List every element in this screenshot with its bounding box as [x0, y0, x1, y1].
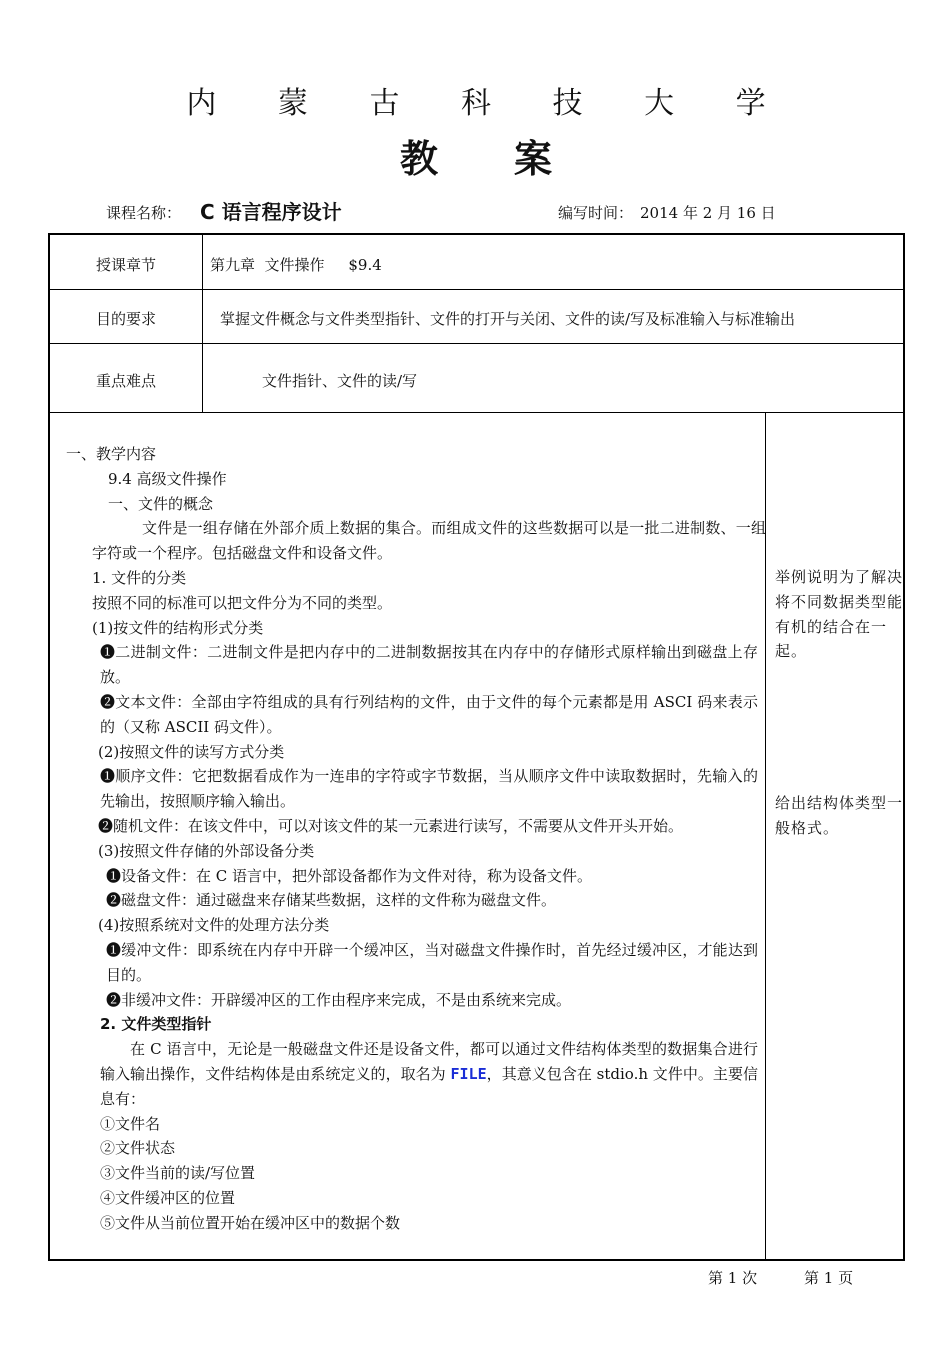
content-heading: 一、教学内容 [66, 445, 157, 463]
list-item: ❶二进制文件：二进制文件是把内存中的二进制数据按其在内存中的存储形式原样输出到磁盘上存放。 [100, 643, 758, 687]
info-item: ④文件缓冲区的位置 [100, 1188, 236, 1207]
list-item: ❶缓冲文件：即系统在内存中开辟一个缓冲区，当对磁盘文件操作时，首先经过缓冲区，才能达到目的。 [106, 940, 758, 984]
session-number: 第 1 次 [708, 1269, 758, 1287]
section-heading: 一、文件的概念 [108, 494, 214, 513]
paragraph-text: ，其意义包含在 stdio.h 文件中。主要信息有： [100, 1064, 758, 1108]
document-title [0, 128, 952, 183]
lesson-plan-table [48, 233, 905, 1261]
info-value-objective: 掌握文件概念与文件类型指针、文件的打开与关闭、文件的读/写及标准输入与标准输出 [220, 310, 796, 328]
write-time-label: 编写时间： [558, 204, 634, 222]
list-item: ❶顺序文件：它把数据看成作为一连串的字符或字节数据，当从顺序文件中读取数据时，先输入的先输出，按照顺序输入输出。 [100, 767, 758, 811]
teaching-content [66, 442, 766, 1236]
subsection-heading: 1. 文件的分类 [92, 568, 187, 587]
category-heading: (1)按文件的结构形式分类 [92, 618, 264, 637]
info-item: ⑤文件从当前位置开始在缓冲区中的数据个数 [100, 1213, 401, 1232]
page-number: 第 1 页 [804, 1269, 854, 1287]
list-item: ❷文本文件：全部由字符组成的具有行列结构的文件，由于文件的每个元素都是用 ASCI 码来表示的（又称 ASCII 码文件）。 [100, 692, 758, 736]
row-divider [50, 289, 903, 290]
info-value-chapter: 第九章 文件操作 $9.4 [210, 256, 382, 274]
category-heading: (3)按照文件存储的外部设备分类 [98, 841, 315, 860]
paragraph: 文件是一组存储在外部介质上数据的集合。而组成文件的这些数据可以是一批二进制数、一组字符或一个程序。包括磁盘文件和设备文件。 [92, 519, 766, 563]
info-label-keypoints: 重点难点 [95, 372, 156, 390]
row-divider [50, 412, 903, 413]
info-value-keypoints: 文件指针、文件的读/写 [262, 372, 418, 390]
course-name-label: 课程名称： [106, 204, 182, 222]
side-note: 给出结构体类型一般格式。 [775, 794, 904, 837]
info-item: ③文件当前的读/写位置 [100, 1164, 256, 1183]
side-note: 举例说明为了解决将不同数据类型能有机的结合在一起。 [775, 568, 904, 661]
list-item: ❷非缓冲文件：开辟缓冲区的工作由程序来完成，不是由系统来完成。 [106, 990, 572, 1009]
file-keyword: FILE [450, 1064, 487, 1083]
info-item: ①文件名 [100, 1114, 161, 1133]
column-divider [202, 235, 203, 412]
university-title: 内 蒙 古 科 技 大 学 [186, 86, 792, 121]
paragraph-text: 在 C 语言中，无论是一般磁盘文件还是设备文件，都可以通过文件结构体类型的数据集合进行输入输出操作，文件结构体是由系统定义的，取名为 [100, 1040, 758, 1083]
list-item: ❷随机文件：在该文件中，可以对该文件的某一元素进行读写，不需要从文件开头开始。 [98, 816, 684, 835]
list-item: ❷磁盘文件：通过磁盘来存储某些数据，这样的文件称为磁盘文件。 [106, 891, 557, 910]
section-heading: 9.4 高级文件操作 [108, 469, 227, 488]
document-title-a: 教 [399, 137, 438, 181]
paragraph [66, 1037, 766, 1111]
course-name: C 语言程序设计 [200, 200, 342, 224]
text-line: 按照不同的标准可以把文件分为不同的类型。 [92, 593, 393, 612]
list-item: ❶设备文件：在 C 语言中，把外部设备都作为文件对待，称为设备文件。 [106, 866, 593, 885]
info-label-objective: 目的要求 [95, 310, 156, 328]
info-label-chapter: 授课章节 [95, 256, 156, 274]
info-item: ②文件状态 [100, 1139, 176, 1158]
category-heading: (4)按照系统对文件的处理方法分类 [98, 916, 330, 935]
document-title-b: 案 [514, 137, 553, 181]
subsection-heading: 2. 文件类型指针 [100, 1015, 212, 1034]
write-time-value: 2014 年 2 月 16 日 [640, 204, 776, 222]
row-divider [50, 343, 903, 344]
category-heading: (2)按照文件的读写方式分类 [98, 742, 285, 761]
